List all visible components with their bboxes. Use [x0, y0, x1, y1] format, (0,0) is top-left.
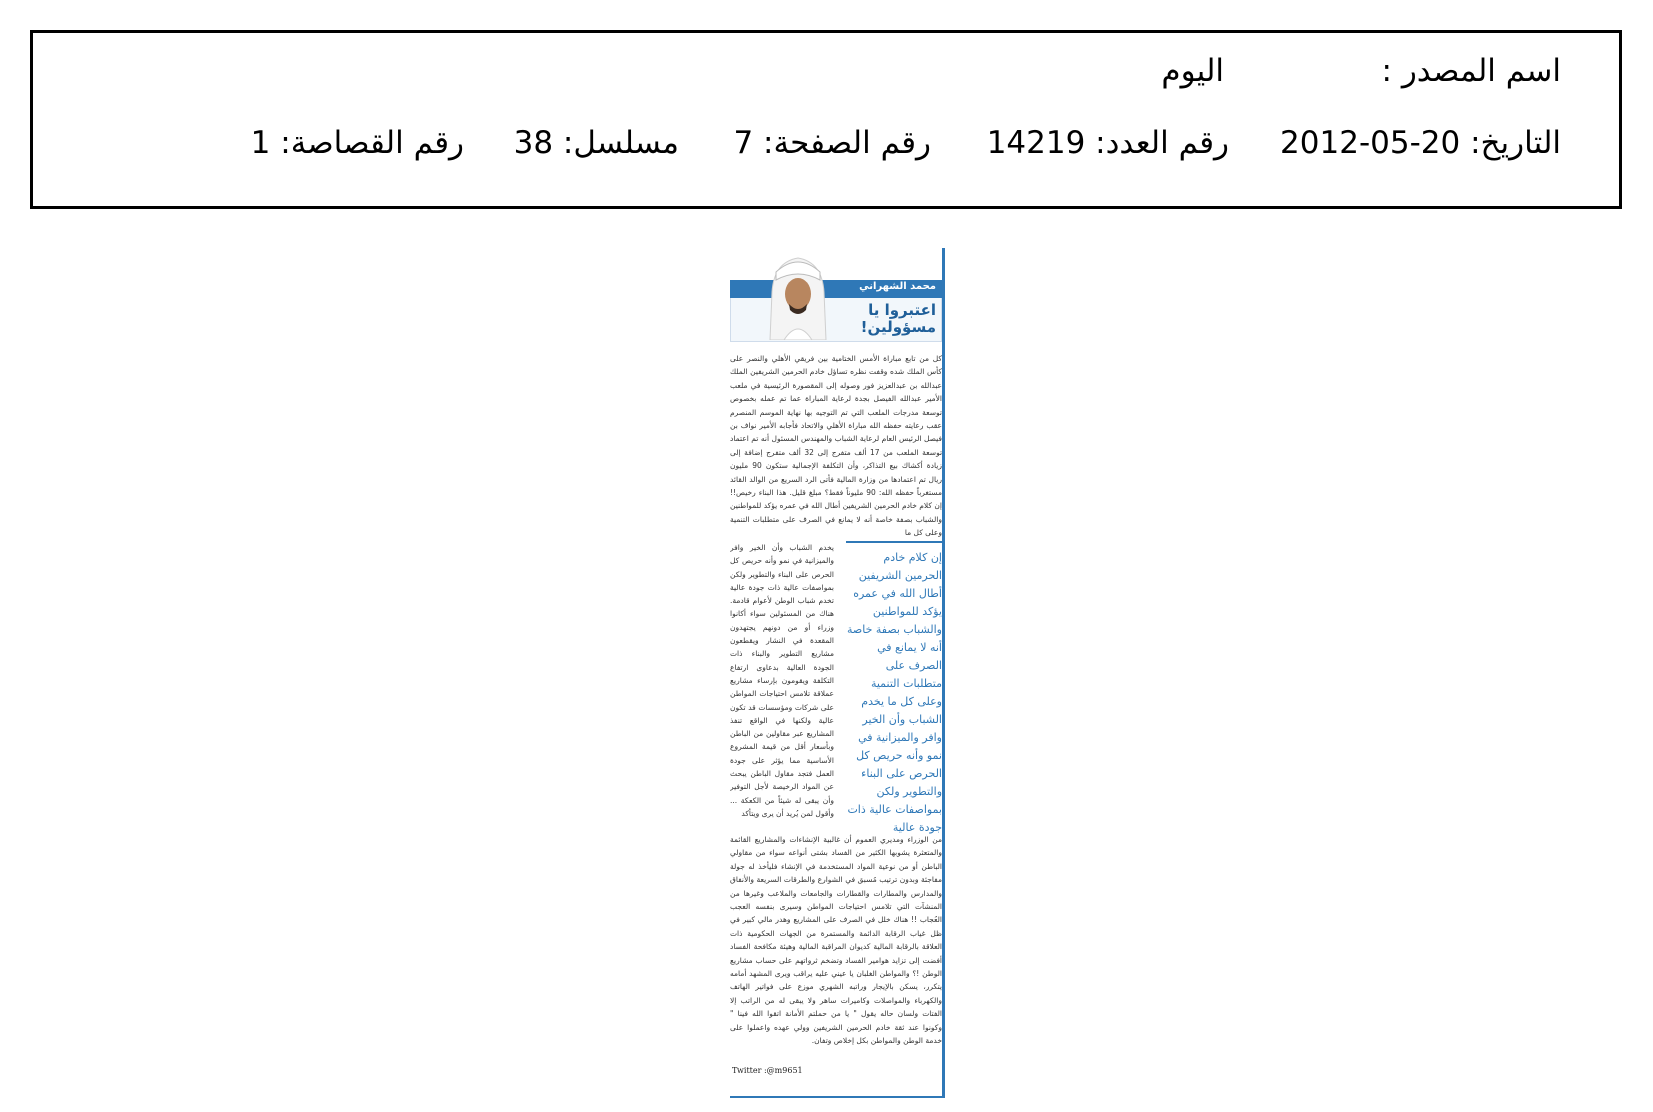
article-body-top: كل من تابع مباراة الأمس الختامية بين فريقي الأهلي والنصر على كأس الملك شده وقفت نظره تساؤل خادم الحرمين الشريفين الملك عبدالله بن عبدالعزيز فور وصوله إلى المقصورة الرئيسية في ملعب الأمير عبدالله الفيصل بجدة لرعاية المباراة عما تم عمله بخصوص توسعة مدرجات الملعب التي تم التوجيه بها نهاية الموسم المنصرم عقب رعايته حفظه الله مباراة الأهلي والاتحاد فأجابه الأمير نواف بن فيصل الرئيس العام لرعاية الشباب والمهندس المسئول أنه تم اعتماد توسعة الملعب من 17 ألف متفرج إلى 32 ألف متفرج إضافة إلى زيادة أكشاك بيع التذاكر، وأن التكلفة الإجمالية ستكون 90 مليون ريال تم اعتمادها من وزارة المالية فأتى الرد السريع من الوالد القائد مستغرباً حفظه الله: 90 مليوناً فقط؟ مبلغ قليل. هذا البناء رخيص!! إن كلام خادم الحرمين الشريفين أطال الله في عمره يؤكد للمواطنين والشباب بصفة خاصة أنه لا يمانع في الصرف على متطلبات التنمية وعلى كل ما	[730, 354, 943, 538]
clip-number-field: رقم القصاصة: 1	[250, 125, 464, 161]
pull-quote: إن كلام خادم الحرمين الشريفين أطال الله في عمره يؤكد للمواطنين والشباب بصفة خاصة أنه لا يمانع في الصرف على متطلبات التنمية وعلى كل ما يخدم الشباب وأن الخير وافر والميزانية في نمو وأنه حريص كل الحرص على البناء والتطوير ولكن بمواصفات عالية ذات جودة عالية	[846, 541, 942, 837]
author-photo	[762, 252, 834, 340]
article-headline: اعتبروا يا مسؤولين!	[860, 301, 936, 336]
serial-field: مسلسل: 38	[513, 125, 679, 161]
newspaper-clipping	[730, 248, 945, 1098]
source-label: اسم المصدر :	[1381, 53, 1561, 89]
metadata-header	[30, 30, 1622, 209]
article-body-bottom: من الوزراء ومديري العموم أن غالبية الإنشاءات والمشاريع القائمة والمتعثرة يشوبها الكثير من الفساد بشتى أنواعه سواء من مقاولي الباطن أو من نوعية المواد المستخدمة في الإنشاء فليأخذ له جولة مفاجئة وبدون ترتيب مُسبق في الشوارع والطرقات السريعة والأنفاق والمدارس والمطارات والقطارات والجامعات والملاعب وغيرها من المنشآت التي تلامس احتياجات المواطن وسيرى بنفسه العجب العُجاب !! هناك خلل في الصرف على المشاريع وهدر مالي كبير في ظل غياب الرقابة الدائمة والمستمرة من الجهات الحكومية ذات العلاقة بالرقابة المالية كديوان المراقبة المالية وهيئة مكافحة الفساد أفضت إلى تزايد هوامير الفساد وتضخم ثرواتهم على حساب مشاريع الوطن !؟ والمواطن الغلبان يا عيني عليه يراقب ويرى المشهد أمامه يتكرر، يسكن بالإيجار وراتبه الشهري موزع على فواتير الهاتف والكهرباء والمواصلات وكاميرات ساهر ولا يبقى له من الراتب إلا الفتات ولسان حاله يقول " يا من حملتم الأمانة اتقوا الله فينا " وكونوا عند ثقة خادم الحرمين الشريفين وولي عهده واعملوا على خدمة الوطن والمواطن بكل إخلاص وتفان.	[730, 835, 942, 1046]
article-body-column: يخدم الشباب وأن الخير وافر والميزانية في نمو وأنه حريص كل الحرص على البناء والتطوير ولكن بمواصفات عالية ذات جودة عالية تخدم شباب الوطن لأعوام قادمة. هناك من المسئولين سواء أكانوا وزراء أو من دونهم يجتهدون المقعدة في النشار ويقطعون مشاريع التطوير والبناء ذات الجودة العالية بدعاوى ارتفاع التكلفة ويقومون بإرساء مشاريع عملاقة تلامس احتياجات المواطن على شركات ومؤسسات قد تكون عالية ولكنها في الواقع تنفذ المشاريع عبر مقاولين من الباطن وبأسعار أقل من قيمة المشروع الأساسية مما يؤثر على جودة العمل فتجد مقاول الباطن يبحث عن المواد الرخيصة لأجل التوفير وأن يبقى له شيئاً من الكعكة ... وأقول لمن يُريد أن يرى ويتأكد	[730, 543, 834, 818]
author-name: محمد الشهراني	[859, 281, 936, 292]
issue-number-field: رقم العدد: 14219	[986, 125, 1229, 161]
clipping-bottom-rule	[730, 1096, 945, 1098]
date-field: التاريخ: 20-05-2012	[1280, 125, 1561, 161]
page-number-field: رقم الصفحة: 7	[733, 125, 931, 161]
twitter-handle: Twitter :@m9651	[732, 1066, 803, 1075]
source-value: اليوم	[1161, 53, 1224, 89]
